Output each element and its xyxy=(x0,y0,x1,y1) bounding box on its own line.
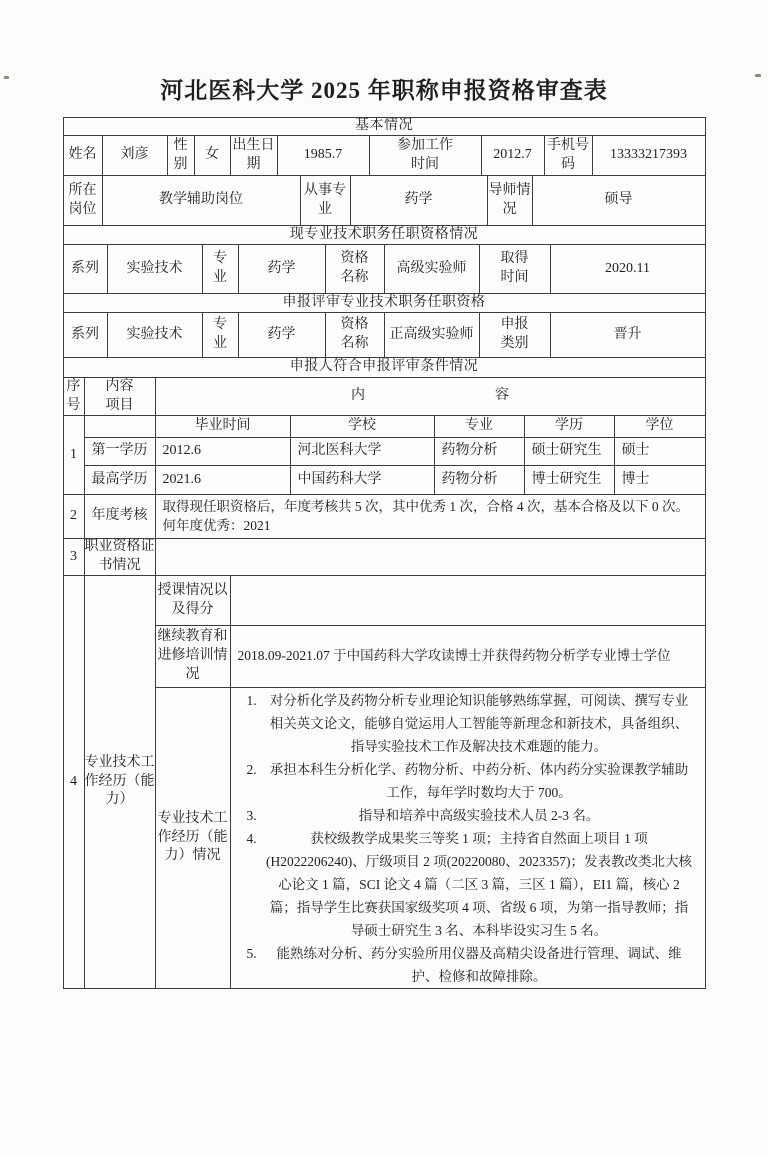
annual-review-label: 年度考核 xyxy=(85,495,156,539)
gender-label: 性别 xyxy=(168,136,195,176)
experience-item xyxy=(240,942,695,988)
highest-education-row xyxy=(85,466,705,495)
continuing-education-row xyxy=(156,626,705,688)
apply-type-value: 晋升 xyxy=(551,313,705,358)
item-text: 能熟练对分析、药分实验所用仪器及高精尖设备进行管理、调试、维护、检修和故障排除。 xyxy=(276,945,682,984)
first-education-level: 硕士研究生 xyxy=(525,438,615,466)
obtain-time-value: 2020.11 xyxy=(551,245,705,294)
name-label: 姓名 xyxy=(64,136,103,176)
work-start-label: 参加工作时间 xyxy=(370,136,482,176)
item-header: 内容项目 xyxy=(85,378,156,416)
post-label: 所在岗位 xyxy=(64,176,103,226)
experience-items-list xyxy=(231,688,705,988)
conditions-header-row xyxy=(64,378,705,416)
experience-detail-content xyxy=(231,688,705,988)
item-number: 1. xyxy=(246,692,257,708)
teaching-score-row xyxy=(156,576,705,626)
section-conditions: 申报人符合申报评审条件情况 xyxy=(64,358,705,378)
highest-education-time: 2021.6 xyxy=(156,466,291,495)
apply-qualification-name-value: 正高级实验师 xyxy=(385,313,480,358)
edu-major-header: 专业 xyxy=(435,416,525,438)
content-header xyxy=(156,378,705,416)
phone-label: 手机号码 xyxy=(545,136,593,176)
qualification-name-label: 资格名称 xyxy=(326,245,385,294)
major-value: 药学 xyxy=(239,245,326,294)
apply-series-value: 实验技术 xyxy=(108,313,203,358)
qualification-review-form xyxy=(63,117,706,989)
obtain-time-label: 取得时间 xyxy=(480,245,551,294)
grad-time-header: 毕业时间 xyxy=(156,416,291,438)
basic-info-row-2 xyxy=(64,176,705,226)
teaching-score-content xyxy=(231,576,705,626)
series-value: 实验技术 xyxy=(108,245,203,294)
first-education-row xyxy=(85,438,705,466)
school-header: 学校 xyxy=(291,416,435,438)
degree-header: 学位 xyxy=(615,416,705,438)
item-text: 获校级教学成果奖三等奖 1 项；主持省自然面上项目 1 项(H2022206240)、厅级项目 2 项(20220080、2023357)；发表教改类北大核心论文 1 篇，SCI 论文 4 篇（二区 3 篇，三区 1 篇），EI1 篇，核心 2 篇；指导学生比赛获国家级奖项 4 项、省级 6 项，为第一指导教师；指导硕士研究生 3 名、本科毕设实习生 5 名。 xyxy=(266,830,692,938)
content-header-char-1: 内 xyxy=(351,388,365,404)
series-label: 系列 xyxy=(64,245,108,294)
first-education-major: 药物分析 xyxy=(435,438,525,466)
item-number: 3. xyxy=(246,807,257,823)
certificate-content xyxy=(156,539,705,576)
section-basic-info: 基本情况 xyxy=(64,118,705,136)
certificate-label: 职业资格证书情况 xyxy=(85,539,156,576)
experience-item xyxy=(240,689,695,758)
experience-item xyxy=(240,758,695,804)
birth-date-label: 出生日期 xyxy=(231,136,278,176)
certificate-seq-no: 3 xyxy=(64,539,85,576)
apply-series-label: 系列 xyxy=(64,313,108,358)
first-education-school: 河北医科大学 xyxy=(291,438,435,466)
continuing-education-content: 2018.09-2021.07 于中国药科大学攻读博士并获得药物分析学专业博士学位 xyxy=(231,626,705,688)
birth-date-value: 1985.7 xyxy=(278,136,370,176)
apply-qualification-row xyxy=(64,313,705,358)
education-row-group xyxy=(64,416,705,495)
item-number: 5. xyxy=(246,945,257,961)
first-education-time: 2012.6 xyxy=(156,438,291,466)
experience-detail-row xyxy=(156,688,705,988)
scan-artifact xyxy=(755,74,761,77)
experience-item xyxy=(240,804,695,827)
experience-item xyxy=(240,827,695,942)
work-start-value: 2012.7 xyxy=(482,136,545,176)
item-text: 对分析化学及药物分析专业理论知识能够熟练掌握，可阅读、撰写专业相关英文论文，能够自觉运用人工智能等新理念和新技术，具备组织、指导实验技术工作及解决技术难题的能力。 xyxy=(269,692,689,754)
mentor-value: 硕导 xyxy=(533,176,705,226)
current-qualification-row xyxy=(64,245,705,294)
item-number: 4. xyxy=(246,830,257,846)
teaching-score-label: 授课情况以及得分 xyxy=(156,576,231,626)
apply-qualification-name-label: 资格名称 xyxy=(326,313,385,358)
highest-education-degree: 博士 xyxy=(615,466,705,495)
education-label-header xyxy=(85,416,156,438)
page-title: 河北医科大学 2025 年职称申报资格审查表 xyxy=(160,78,608,103)
apply-major-label: 专业 xyxy=(203,313,239,358)
experience-detail-label: 专业技术工作经历（能力）情况 xyxy=(156,688,231,988)
seq-no-header: 序号 xyxy=(64,378,85,416)
qualification-name-value: 高级实验师 xyxy=(385,245,480,294)
scan-artifact xyxy=(4,76,9,79)
experience-row-group xyxy=(64,576,705,988)
continuing-education-label: 继续教育和进修培训情况 xyxy=(156,626,231,688)
highest-education-level: 博士研究生 xyxy=(525,466,615,495)
certificate-row xyxy=(64,539,705,576)
annual-review-seq-no: 2 xyxy=(64,495,85,539)
post-value: 教学辅助岗位 xyxy=(103,176,301,226)
experience-seq-no: 4 xyxy=(64,576,85,988)
item-text: 承担本科生分析化学、药物分析、中药分析、体内药分实验课教学辅助工作，每年学时数均大于 700。 xyxy=(269,761,689,800)
education-header-row xyxy=(85,416,705,438)
apply-type-label: 申报类别 xyxy=(480,313,551,358)
gender-value: 女 xyxy=(195,136,231,176)
annual-review-content: 取得现任职资格后，年度考核共 5 次，其中优秀 1 次，合格 4 次，基本合格及以下 0 次。何年度优秀：2021 xyxy=(156,495,705,539)
annual-review-row xyxy=(64,495,705,539)
section-current-qualification: 现专业技术职务任职资格情况 xyxy=(64,226,705,245)
first-education-label: 第一学历 xyxy=(85,438,156,466)
name-value: 刘彦 xyxy=(103,136,168,176)
highest-education-label: 最高学历 xyxy=(85,466,156,495)
highest-education-school: 中国药科大学 xyxy=(291,466,435,495)
section-apply-qualification: 申报评审专业技术职务任职资格 xyxy=(64,294,705,313)
experience-group-label: 专业技术工作经历（能力） xyxy=(85,576,156,988)
content-header-char-2: 容 xyxy=(495,388,509,404)
edu-level-header: 学历 xyxy=(525,416,615,438)
engaged-major-label: 从事专业 xyxy=(301,176,351,226)
apply-major-value: 药学 xyxy=(239,313,326,358)
item-number: 2. xyxy=(246,761,257,777)
engaged-major-value: 药学 xyxy=(351,176,488,226)
mentor-label: 导师情况 xyxy=(488,176,533,226)
item-text: 指导和培养中高级实验技术人员 2-3 名。 xyxy=(358,807,600,823)
phone-value: 13333217393 xyxy=(593,136,705,176)
education-seq-no: 1 xyxy=(64,416,85,495)
scanned-form-page xyxy=(0,72,768,1157)
first-education-degree: 硕士 xyxy=(615,438,705,466)
basic-info-row-1 xyxy=(64,136,705,176)
major-label: 专业 xyxy=(203,245,239,294)
highest-education-major: 药物分析 xyxy=(435,466,525,495)
